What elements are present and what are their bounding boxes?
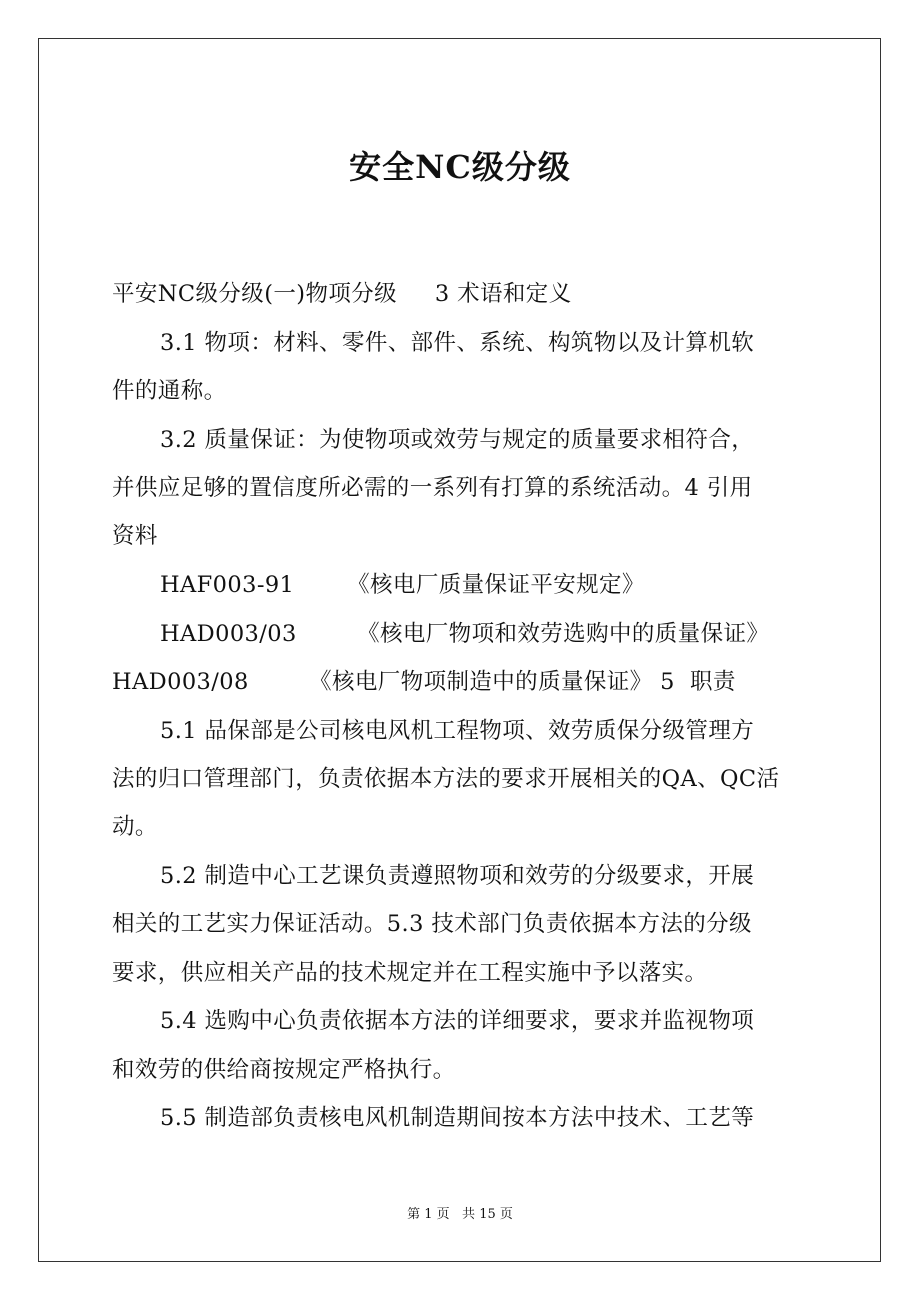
text-line: 3.1 物项：材料、零件、部件、系统、构筑物以及计算机软 [160, 330, 755, 356]
text-line: 件的通称。 [112, 378, 227, 404]
text-line: 资料 [112, 523, 158, 549]
text-line: 相关的工艺实力保证活动。5.3 技术部门负责依据本方法的分级 [112, 911, 752, 937]
text-line: HAD003/03 《核电厂物项和效劳选购中的质量保证》 [160, 621, 770, 647]
text-line: 动。 [112, 814, 158, 840]
text-line: 和效劳的供给商按规定严格执行。 [112, 1057, 456, 1083]
text-line: HAF003-91 《核电厂质量保证平安规定》 [160, 572, 645, 598]
text-line: 5.5 制造部负责核电风机制造期间按本方法中技术、工艺等 [160, 1105, 755, 1131]
text-line: 3.2 质量保证：为使物项或效劳与规定的质量要求相符合， [160, 427, 755, 453]
text-line: 5.4 选购中心负责依据本方法的详细要求，要求并监视物项 [160, 1008, 755, 1034]
text-line: 要求，供应相关产品的技术规定并在工程实施中予以落实。 [112, 960, 708, 986]
text-line: 5.2 制造中心工艺课负责遵照物项和效劳的分级要求，开展 [160, 863, 755, 889]
document-title: 安全NC级分级 [349, 148, 571, 186]
text-line: HAD003/08 《核电厂物项制造中的质量保证》 5 职责 [112, 669, 736, 695]
text-line: 并供应足够的置信度所必需的一系列有打算的系统活动。4 引用 [112, 475, 753, 501]
text-line: 平安NC级分级(一)物项分级 3 术语和定义 [112, 281, 572, 307]
text-line: 法的归口管理部门，负责依据本方法的要求开展相关的QA、QC活 [112, 766, 780, 792]
text-line: 5.1 品保部是公司核电风机工程物项、效劳质保分级管理方 [160, 718, 755, 744]
page-footer: 第 1 页 共 15 页 [407, 1207, 513, 1222]
